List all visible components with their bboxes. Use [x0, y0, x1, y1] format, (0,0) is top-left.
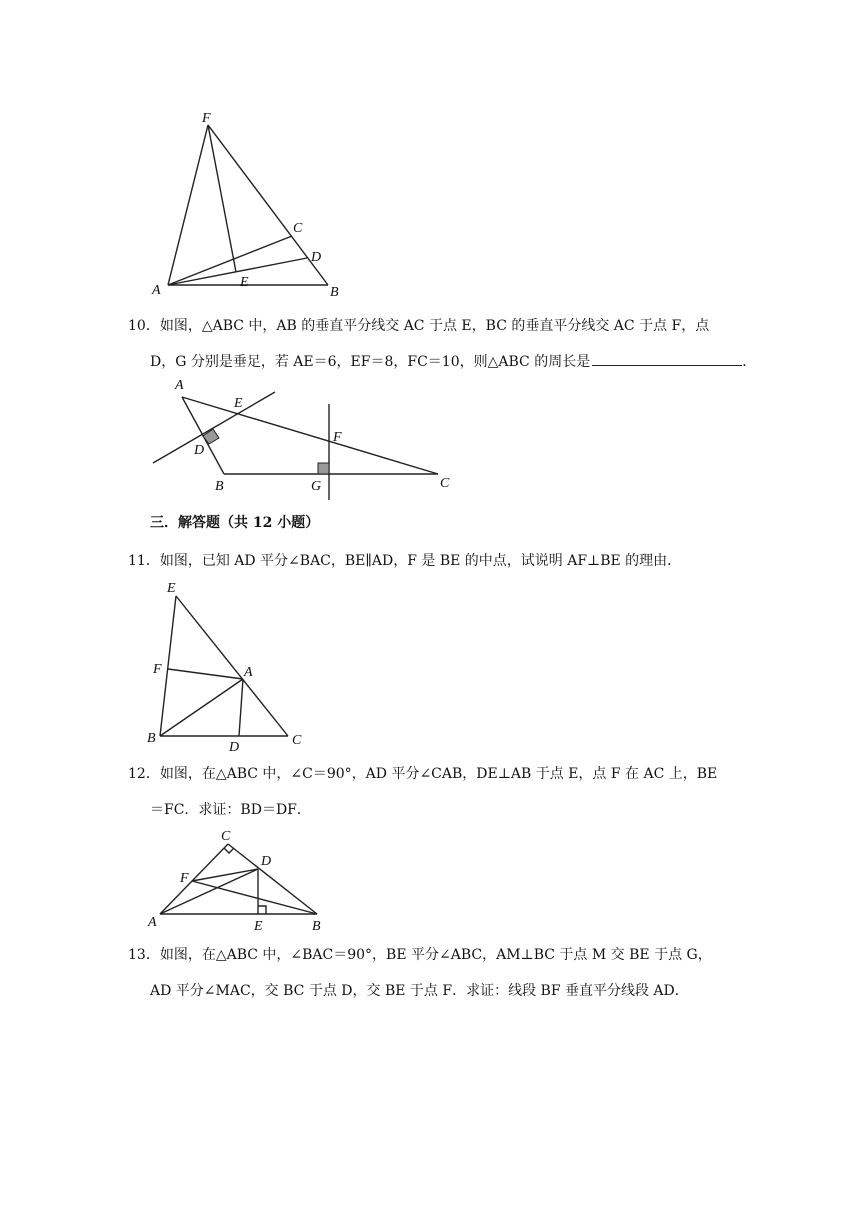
figure-q11 — [142, 578, 317, 753]
label-E: E — [234, 396, 243, 411]
label-C: C — [440, 476, 450, 491]
label-E: E — [254, 919, 263, 934]
segment-AD — [239, 679, 243, 736]
label-B: B — [147, 731, 156, 746]
label-D: D — [194, 443, 205, 458]
label-F: F — [153, 662, 162, 677]
label-C: C — [292, 733, 302, 748]
figure-q9 — [140, 105, 360, 300]
label-A: A — [148, 915, 157, 930]
label-B: B — [312, 919, 321, 934]
question-10-period: ． — [742, 354, 757, 370]
label-B: B — [215, 479, 224, 494]
figure-q10 — [145, 372, 465, 500]
question-13-line-1: 13．如图，在△ABC 中，∠BAC＝90°，BE 平分∠ABC，AM⊥BC 于点 M 交 BE 于点 G， — [128, 947, 712, 963]
label-A: A — [152, 283, 161, 298]
segment-EC — [176, 596, 288, 736]
answer-blank[interactable] — [592, 347, 742, 366]
label-E: E — [167, 581, 176, 596]
perp-bisector-AB — [153, 392, 275, 463]
label-G: G — [311, 479, 322, 494]
label-A: A — [244, 665, 253, 680]
label-C: C — [221, 829, 231, 844]
segment-FE — [208, 125, 236, 272]
question-11: 11．如图，已知 AD 平分∠BAC，BE∥AD，F 是 BE 的中点，试说明 AF⊥BE 的理由． — [128, 553, 682, 569]
section-title: 三．解答题（共 12 小题） — [150, 515, 320, 531]
label-C: C — [293, 221, 303, 236]
segment-AC — [160, 844, 228, 914]
segment-CB — [228, 844, 317, 914]
question-10-line-1: 10．如图，△ABC 中，AB 的垂直平分线交 AC 于点 E，BC 的垂直平分线交 AC 于点 F，点 — [128, 318, 710, 334]
segment-FB — [208, 125, 328, 285]
label-F: F — [333, 430, 342, 445]
label-D: D — [229, 740, 240, 753]
label-D: D — [311, 250, 322, 265]
label-F: F — [202, 111, 211, 126]
right-angle-mark-D — [203, 429, 219, 444]
segment-AD — [160, 869, 258, 914]
question-13-line-2: AD 平分∠MAC，交 BC 于点 D，交 BE 于点 F．求证：线段 BF 垂直平分线段 AD． — [150, 983, 689, 999]
label-B: B — [330, 285, 339, 300]
segment-FB — [192, 881, 317, 914]
right-angle-mark-E — [258, 906, 266, 914]
label-A: A — [175, 378, 184, 393]
question-12-line-1: 12．如图，在△ABC 中，∠C＝90°，AD 平分∠CAB，DE⊥AB 于点 E，点 F 在 AC 上，BE — [128, 766, 718, 782]
segment-AC — [182, 397, 438, 474]
label-F: F — [180, 871, 189, 886]
segment-AD — [168, 258, 307, 285]
right-angle-mark-G — [318, 463, 329, 474]
question-12-line-2: ＝FC．求证：BD＝DF． — [150, 802, 311, 818]
segment-BA — [160, 679, 243, 736]
segment-FA — [168, 669, 243, 679]
figure-q12 — [140, 826, 340, 934]
label-D: D — [261, 854, 272, 869]
segment-BE — [160, 596, 176, 736]
question-10-text: D，G 分别是垂足，若 AE＝6，EF＝8，FC＝10，则△ABC 的周长是 — [150, 354, 591, 370]
label-E: E — [240, 275, 249, 290]
right-angle-mark-C — [224, 848, 234, 853]
segment-AF — [168, 125, 208, 285]
